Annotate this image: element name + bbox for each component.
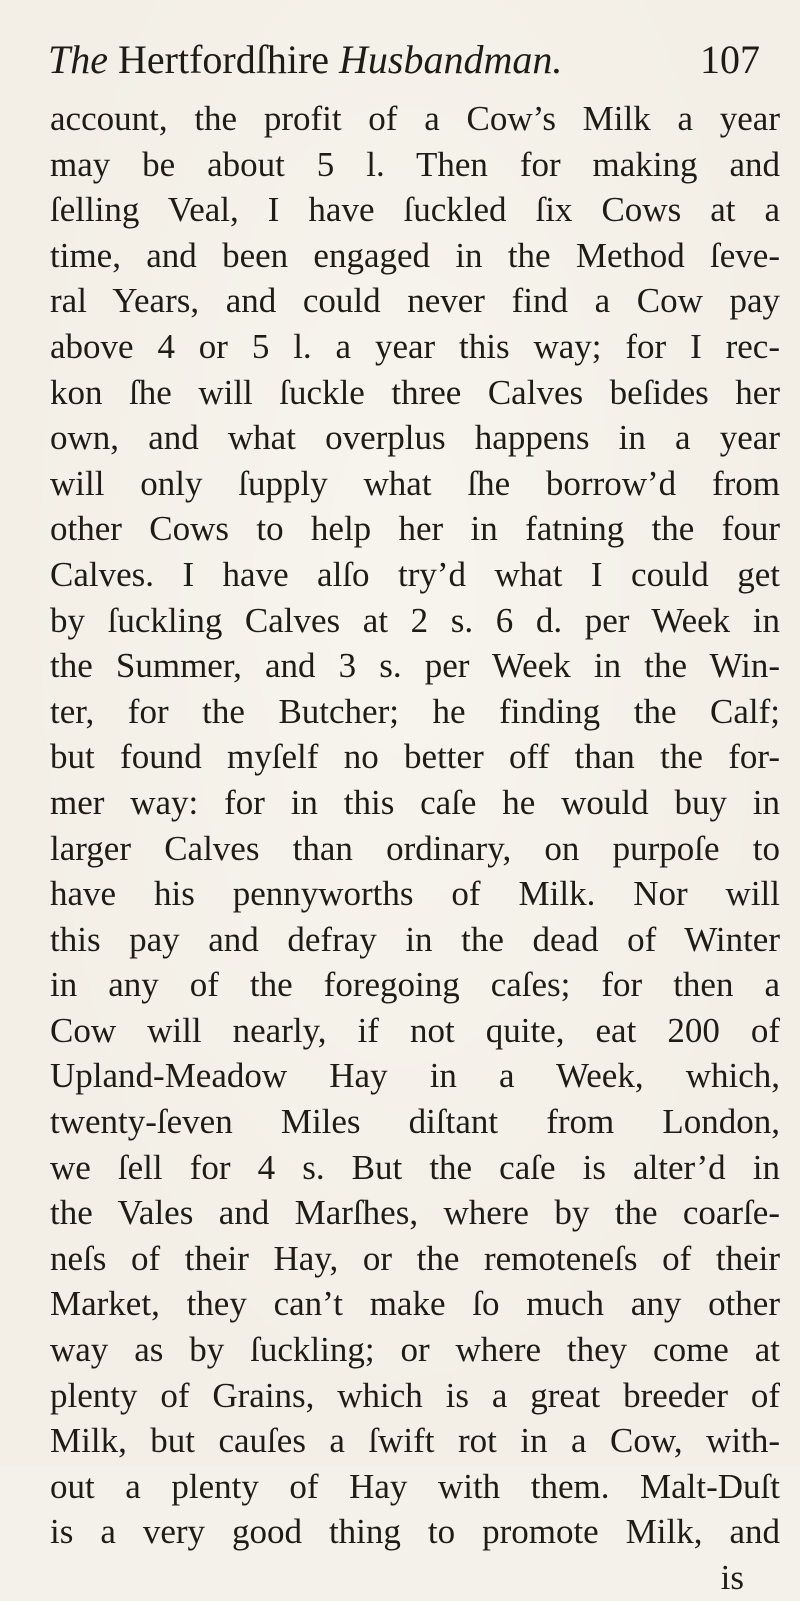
text-line: account, the profit of a Cow’s Milk a year: [50, 99, 780, 138]
header-title: Hertfordſhire: [108, 37, 340, 82]
text-line: plenty of Grains, which is a great breeder of: [50, 1375, 780, 1415]
text-line: ſelling Veal, I have ſuckled ſix Cows at a: [50, 190, 780, 230]
text-line: Upland-Meadow Hay in a Week, which,: [50, 1056, 780, 1096]
text-line: own, and what overplus happens in a year: [50, 418, 780, 458]
text-line: in any of the foregoing caſes; for then a: [50, 965, 780, 1005]
header-subtitle: Husbandman.: [339, 37, 563, 82]
text-line: above 4 or 5 l. a year this way; for I rec-: [50, 326, 780, 366]
text-line: neſs of their Hay, or the remoteneſs of their: [50, 1238, 780, 1278]
catchword: is: [720, 1558, 744, 1597]
text-line: Cow will nearly, if not quite, eat 200 of: [50, 1010, 780, 1050]
text-line: ter, for the Butcher; he finding the Calf;: [50, 691, 780, 731]
text-line: Milk, but cauſes a ſwift rot in a Cow, with-: [50, 1421, 780, 1461]
text-line: the Summer, and 3 s. per Week in the Win-: [50, 646, 780, 686]
text-line: other Cows to help her in fatning the four: [50, 509, 780, 549]
text-line: we ſell for 4 s. But the caſe is alter’d in: [50, 1147, 780, 1187]
header-article: The: [48, 37, 108, 82]
text-line: ral Years, and could never find a Cow pay: [50, 281, 780, 321]
text-line: the Vales and Marſhes, where by the coarſe-: [50, 1193, 780, 1233]
text-line: out a plenty of Hay with them. Malt-Duſt: [50, 1466, 780, 1506]
text-line: Market, they can’t make ſo much any other: [50, 1284, 780, 1324]
text-line: but found myſelf no better off than the for-: [50, 737, 780, 777]
text-line: mer way: for in this caſe he would buy in: [50, 782, 780, 822]
page-number: 107: [700, 37, 760, 82]
running-header: [48, 36, 768, 84]
text-line: is a very good thing to promote Milk, and: [50, 1512, 780, 1552]
text-line: time, and been engaged in the Method ſeve-: [50, 235, 780, 275]
body-text: [50, 96, 780, 1601]
text-line: Calves. I have alſo try’d what I could get: [50, 554, 780, 594]
text-line: have his pennyworths of Milk. Nor will: [50, 874, 780, 914]
text-line: twenty-ſeven Miles diſtant from London,: [50, 1102, 780, 1142]
text-line: will only ſupply what ſhe borrow’d from: [50, 463, 780, 503]
text-line: kon ſhe will ſuckle three Calves beſides her: [50, 372, 780, 412]
text-line: by ſuckling Calves at 2 s. 6 d. per Week in: [50, 600, 780, 640]
text-line: larger Calves than ordinary, on purpoſe to: [50, 828, 780, 868]
text-line: this pay and defray in the dead of Winter: [50, 919, 780, 959]
text-line: may be about 5 l. Then for making and: [50, 144, 780, 184]
text-line: way as by ſuckling; or where they come at: [50, 1330, 780, 1370]
